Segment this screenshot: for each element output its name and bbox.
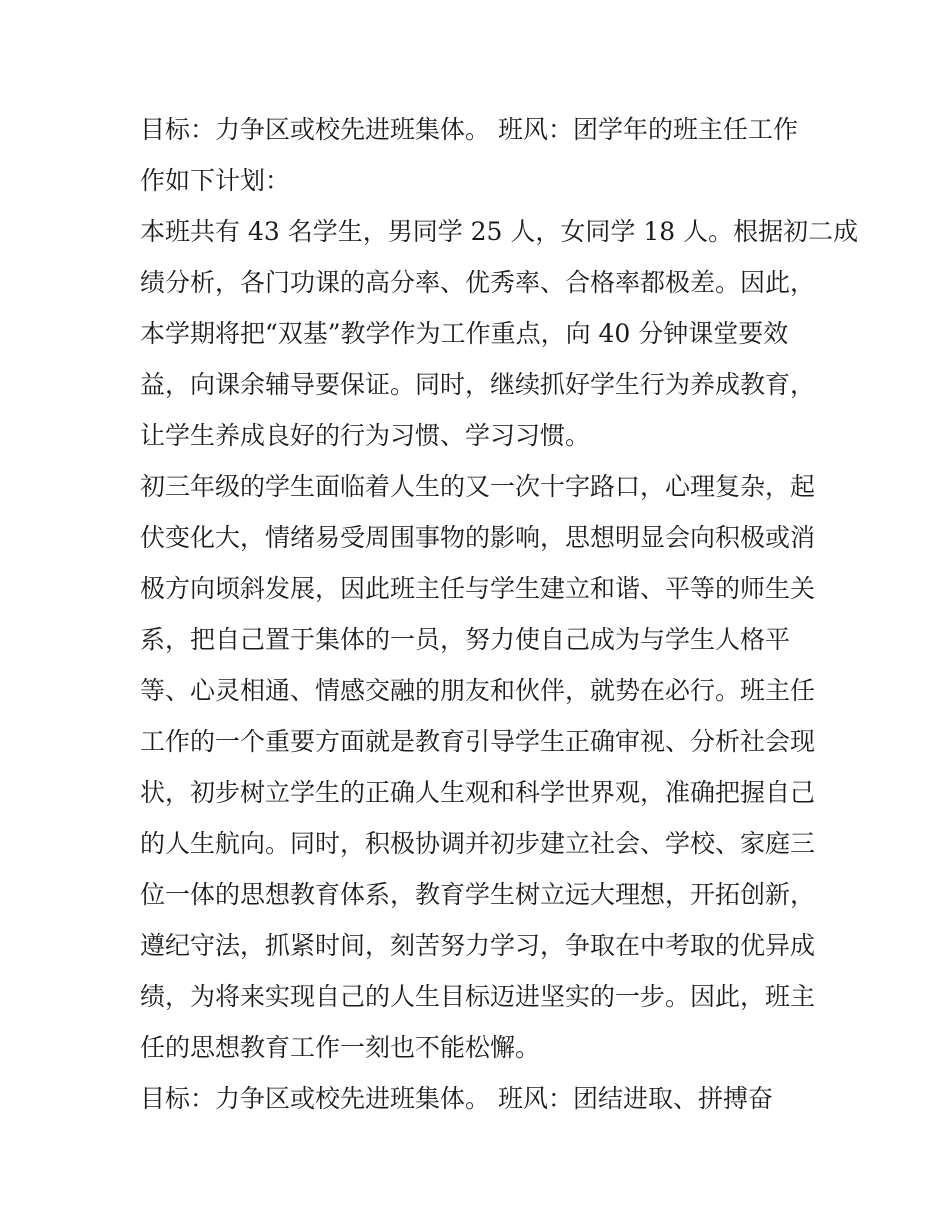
text-line: 让学生养成良好的行为习惯、学习习惯。	[140, 421, 591, 450]
document-body	[140, 104, 859, 1124]
text-line: 作如下计划：	[140, 166, 291, 195]
text-line: 绩，为将来实现自己的人生目标迈进坚实的一步。因此，班主	[140, 982, 816, 1011]
text-line: 任的思想教育工作一刻也不能松懈。	[140, 1033, 541, 1062]
text-line: 状，初步树立学生的正确人生观和科学世界观，准确把握自己	[140, 778, 816, 807]
text-line: 本班共有 43 名学生，男同学 25 人，女同学 18 人。根据初二成	[140, 217, 859, 246]
text-line: 绩分析，各门功课的高分率、优秀率、合格率都极差。因此，	[140, 268, 816, 297]
text-line: 目标：力争区或校先进班集体。 班风：团结进取、拼搏奋	[140, 1084, 773, 1113]
text-line: 位一体的思想教育体系，教育学生树立远大理想，开拓创新，	[140, 880, 816, 909]
text-line: 等、心灵相通、情感交融的朋友和伙伴，就势在必行。班主任	[140, 676, 816, 705]
text-line: 系，把自己置于集体的一员，努力使自己成为与学生人格平	[140, 625, 791, 654]
text-line: 初三年级的学生面临着人生的又一次十字路口，心理复杂，起	[140, 472, 816, 501]
text-line: 遵纪守法，抓紧时间，刻苦努力学习，争取在中考取的优异成	[140, 931, 816, 960]
text-line: 的人生航向。同时，积极协调并初步建立社会、学校、家庭三	[140, 829, 816, 858]
text-line: 目标：力争区或校先进班集体。 班风：团学年的班主任工作	[140, 115, 798, 144]
text-line: 伏变化大，情绪易受周围事物的影响，思想明显会向积极或消	[140, 523, 816, 552]
text-line: 本学期将把“双基”教学作为工作重点，向 40 分钟课堂要效	[140, 319, 789, 348]
text-line: 工作的一个重要方面就是教育引导学生正确审视、分析社会现	[140, 727, 816, 756]
text-line: 极方向顷斜发展，因此班主任与学生建立和谐、平等的师生关	[140, 574, 816, 603]
text-line: 益，向课余辅导要保证。同时，继续抓好学生行为养成教育，	[140, 370, 816, 399]
